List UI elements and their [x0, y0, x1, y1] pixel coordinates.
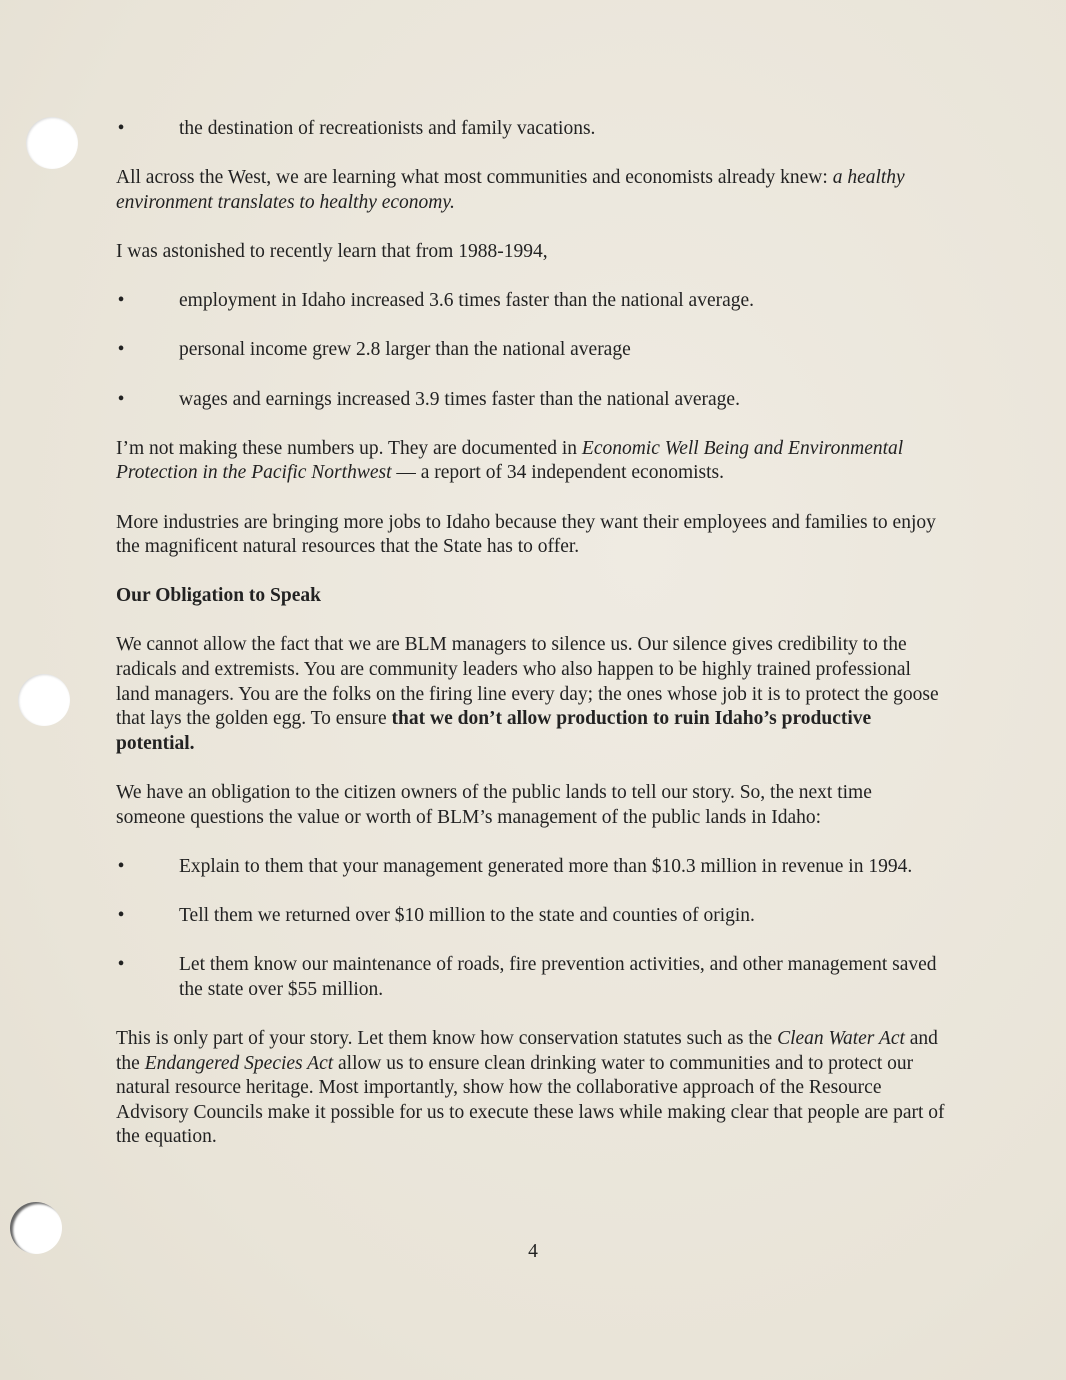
list-item	[116, 117, 946, 142]
act-name: Clean Water Act	[777, 1027, 905, 1049]
list-item	[116, 388, 946, 413]
punch-hole-middle	[18, 674, 70, 726]
document-body	[116, 117, 946, 1175]
paragraph-obligation: We have an obligation to the citizen owners of the public lands to tell our story. So, the next time someone questions the value or worth of BLM’s management of the public lands in Idaho:	[116, 782, 872, 828]
bullet-icon: •	[117, 954, 125, 976]
paragraph-west: All across the West, we are learning what most communities and economists already knew: a healthy environment translates to healthy economy.	[116, 167, 905, 213]
list-item	[116, 855, 946, 880]
list-item-text: Explain to them that your management generated more than $10.3 million in revenue in 1994.	[179, 855, 913, 877]
paragraph-astonished: I was astonished to recently learn that from 1988-1994,	[116, 240, 548, 262]
act-name: Endangered Species Act	[144, 1052, 334, 1074]
bold-emphasis: that we don’t allow production to ruin Idaho’s productive potential.	[116, 708, 872, 754]
list-item	[116, 953, 946, 1002]
emphasis: a healthy environment translates to healthy economy.	[116, 167, 905, 213]
paragraph-numbers: I’m not making these numbers up. They are documented in Economic Well Being and Environmental Protection in the Pacific Northwest — a report of 34 independent economists.	[116, 437, 904, 484]
page-number: 4	[528, 1241, 538, 1262]
list-item	[116, 338, 946, 363]
list-item-text: Tell them we returned over $10 million to the state and counties of origin.	[179, 905, 755, 926]
punch-hole-top	[26, 117, 78, 169]
list-item-text: the destination of recreationists and family vacations.	[179, 118, 596, 139]
bullet-icon: •	[117, 339, 125, 361]
paragraph-part-of-story: This is only part of your story. Let them know how conservation statutes such as the Clean Water Act and the Endangered Species Act allow us to ensure clean drinking water to communities and to protect our natural resource heritage. Most importantly, show how the collaborative approach of the Resource Advisory Councils make it possible for us to execute these laws while making clear that people are part of the equation.	[116, 1027, 945, 1148]
list-item-text: employment in Idaho increased 3.6 times faster than the national average.	[179, 290, 755, 312]
bullet-icon: •	[117, 855, 125, 877]
list-item	[116, 289, 946, 314]
list-item-text: Let them know our maintenance of roads, fire prevention activities, and other management saved the state over $55 million.	[179, 954, 937, 1000]
section-heading: Our Obligation to Speak	[116, 585, 321, 607]
paragraph-silence: We cannot allow the fact that we are BLM managers to silence us. Our silence gives credibility to the radicals and extremists. You are community leaders who also happen to be highly trained professional land managers. You are the folks on the firing line every day; the ones whose job it is to protect the goose that lays the golden egg. To ensure that we don’t allow production to ruin Idaho’s productive potential.	[116, 634, 939, 754]
list-item	[116, 904, 946, 929]
bullet-icon: •	[117, 388, 125, 410]
paragraph-industries: More industries are bringing more jobs to Idaho because they want their employees and families to enjoy the magnificent natural resources that the State has to offer.	[116, 511, 936, 558]
report-title: Economic Well Being and Environmental Protection in the Pacific Northwest	[116, 437, 904, 484]
bullet-icon: •	[117, 290, 125, 312]
list-item-text: wages and earnings increased 3.9 times faster than the national average.	[179, 388, 740, 410]
bullet-icon: •	[117, 118, 125, 139]
list-item-text: personal income grew 2.8 larger than the national average	[179, 339, 631, 361]
bullet-icon: •	[117, 905, 125, 926]
